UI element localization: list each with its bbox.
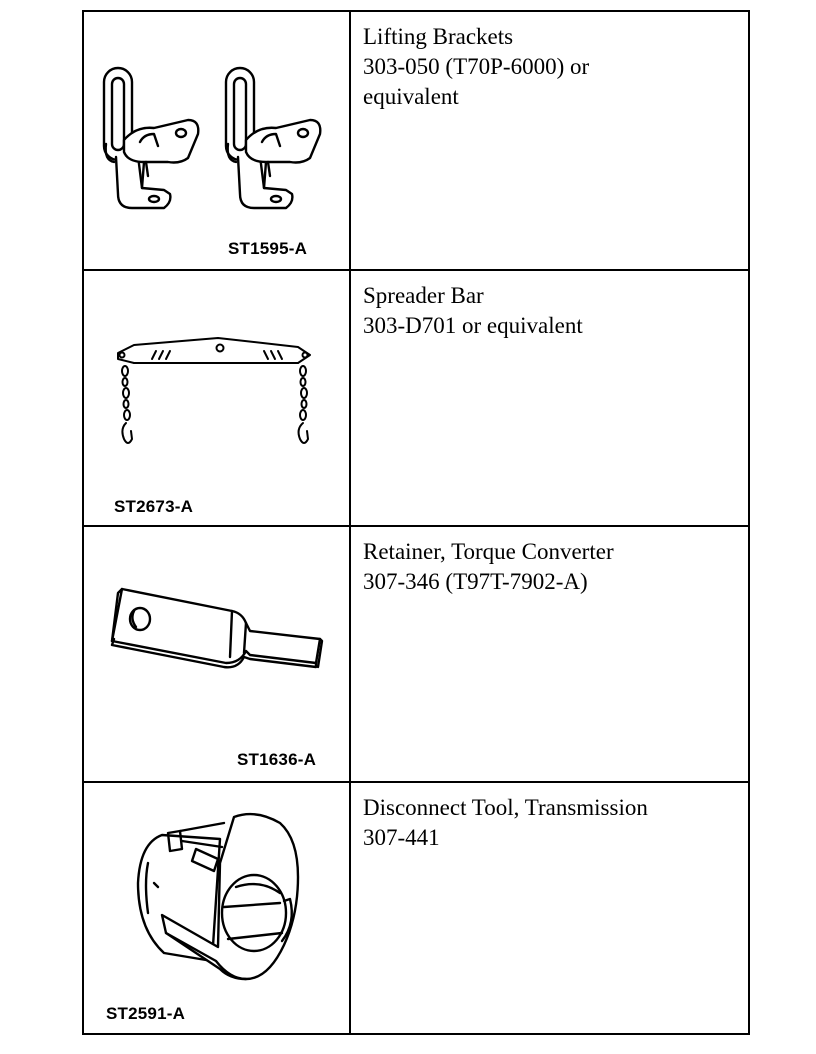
tool-name: Spreader Bar — [363, 283, 484, 308]
figure-code-label: ST1595-A — [228, 239, 308, 258]
tool-description — [351, 271, 748, 525]
spreader-bar-illustration — [84, 271, 349, 525]
transmission-disconnect-tool-illustration — [84, 783, 349, 1035]
torque-converter-retainer-illustration — [84, 527, 349, 781]
figure-code-label: ST2673-A — [114, 497, 194, 516]
tool-image-cell — [84, 271, 351, 525]
tool-name: Disconnect Tool, Transmission — [363, 795, 648, 820]
tool-row-spreader-bar — [84, 269, 748, 525]
tool-description — [351, 12, 748, 269]
tool-part-number: 303-D701 or equivalent — [363, 313, 583, 338]
figure-code-label: ST1636-A — [237, 750, 317, 769]
tool-name: Lifting Brackets — [363, 24, 514, 49]
tool-image-cell — [84, 783, 351, 1035]
tool-part-number-continued: equivalent — [363, 84, 459, 109]
tool-description — [351, 527, 748, 781]
tool-part-number: 307-346 (T97T-7902-A) — [363, 569, 588, 594]
tool-row-lifting-brackets — [84, 12, 748, 269]
figure-code-label: ST2591-A — [106, 1004, 186, 1023]
tool-name: Retainer, Torque Converter — [363, 539, 614, 564]
tool-part-number: 303-050 (T70P-6000) or — [363, 54, 590, 79]
lifting-brackets-illustration — [84, 12, 349, 269]
tool-description — [351, 783, 748, 1035]
tool-image-cell — [84, 527, 351, 781]
tool-image-cell — [84, 12, 351, 269]
special-tools-table — [82, 10, 750, 1035]
tool-part-number: 307-441 — [363, 825, 440, 850]
tool-row-torque-converter-retainer — [84, 525, 748, 781]
tool-row-transmission-disconnect-tool — [84, 781, 748, 1035]
